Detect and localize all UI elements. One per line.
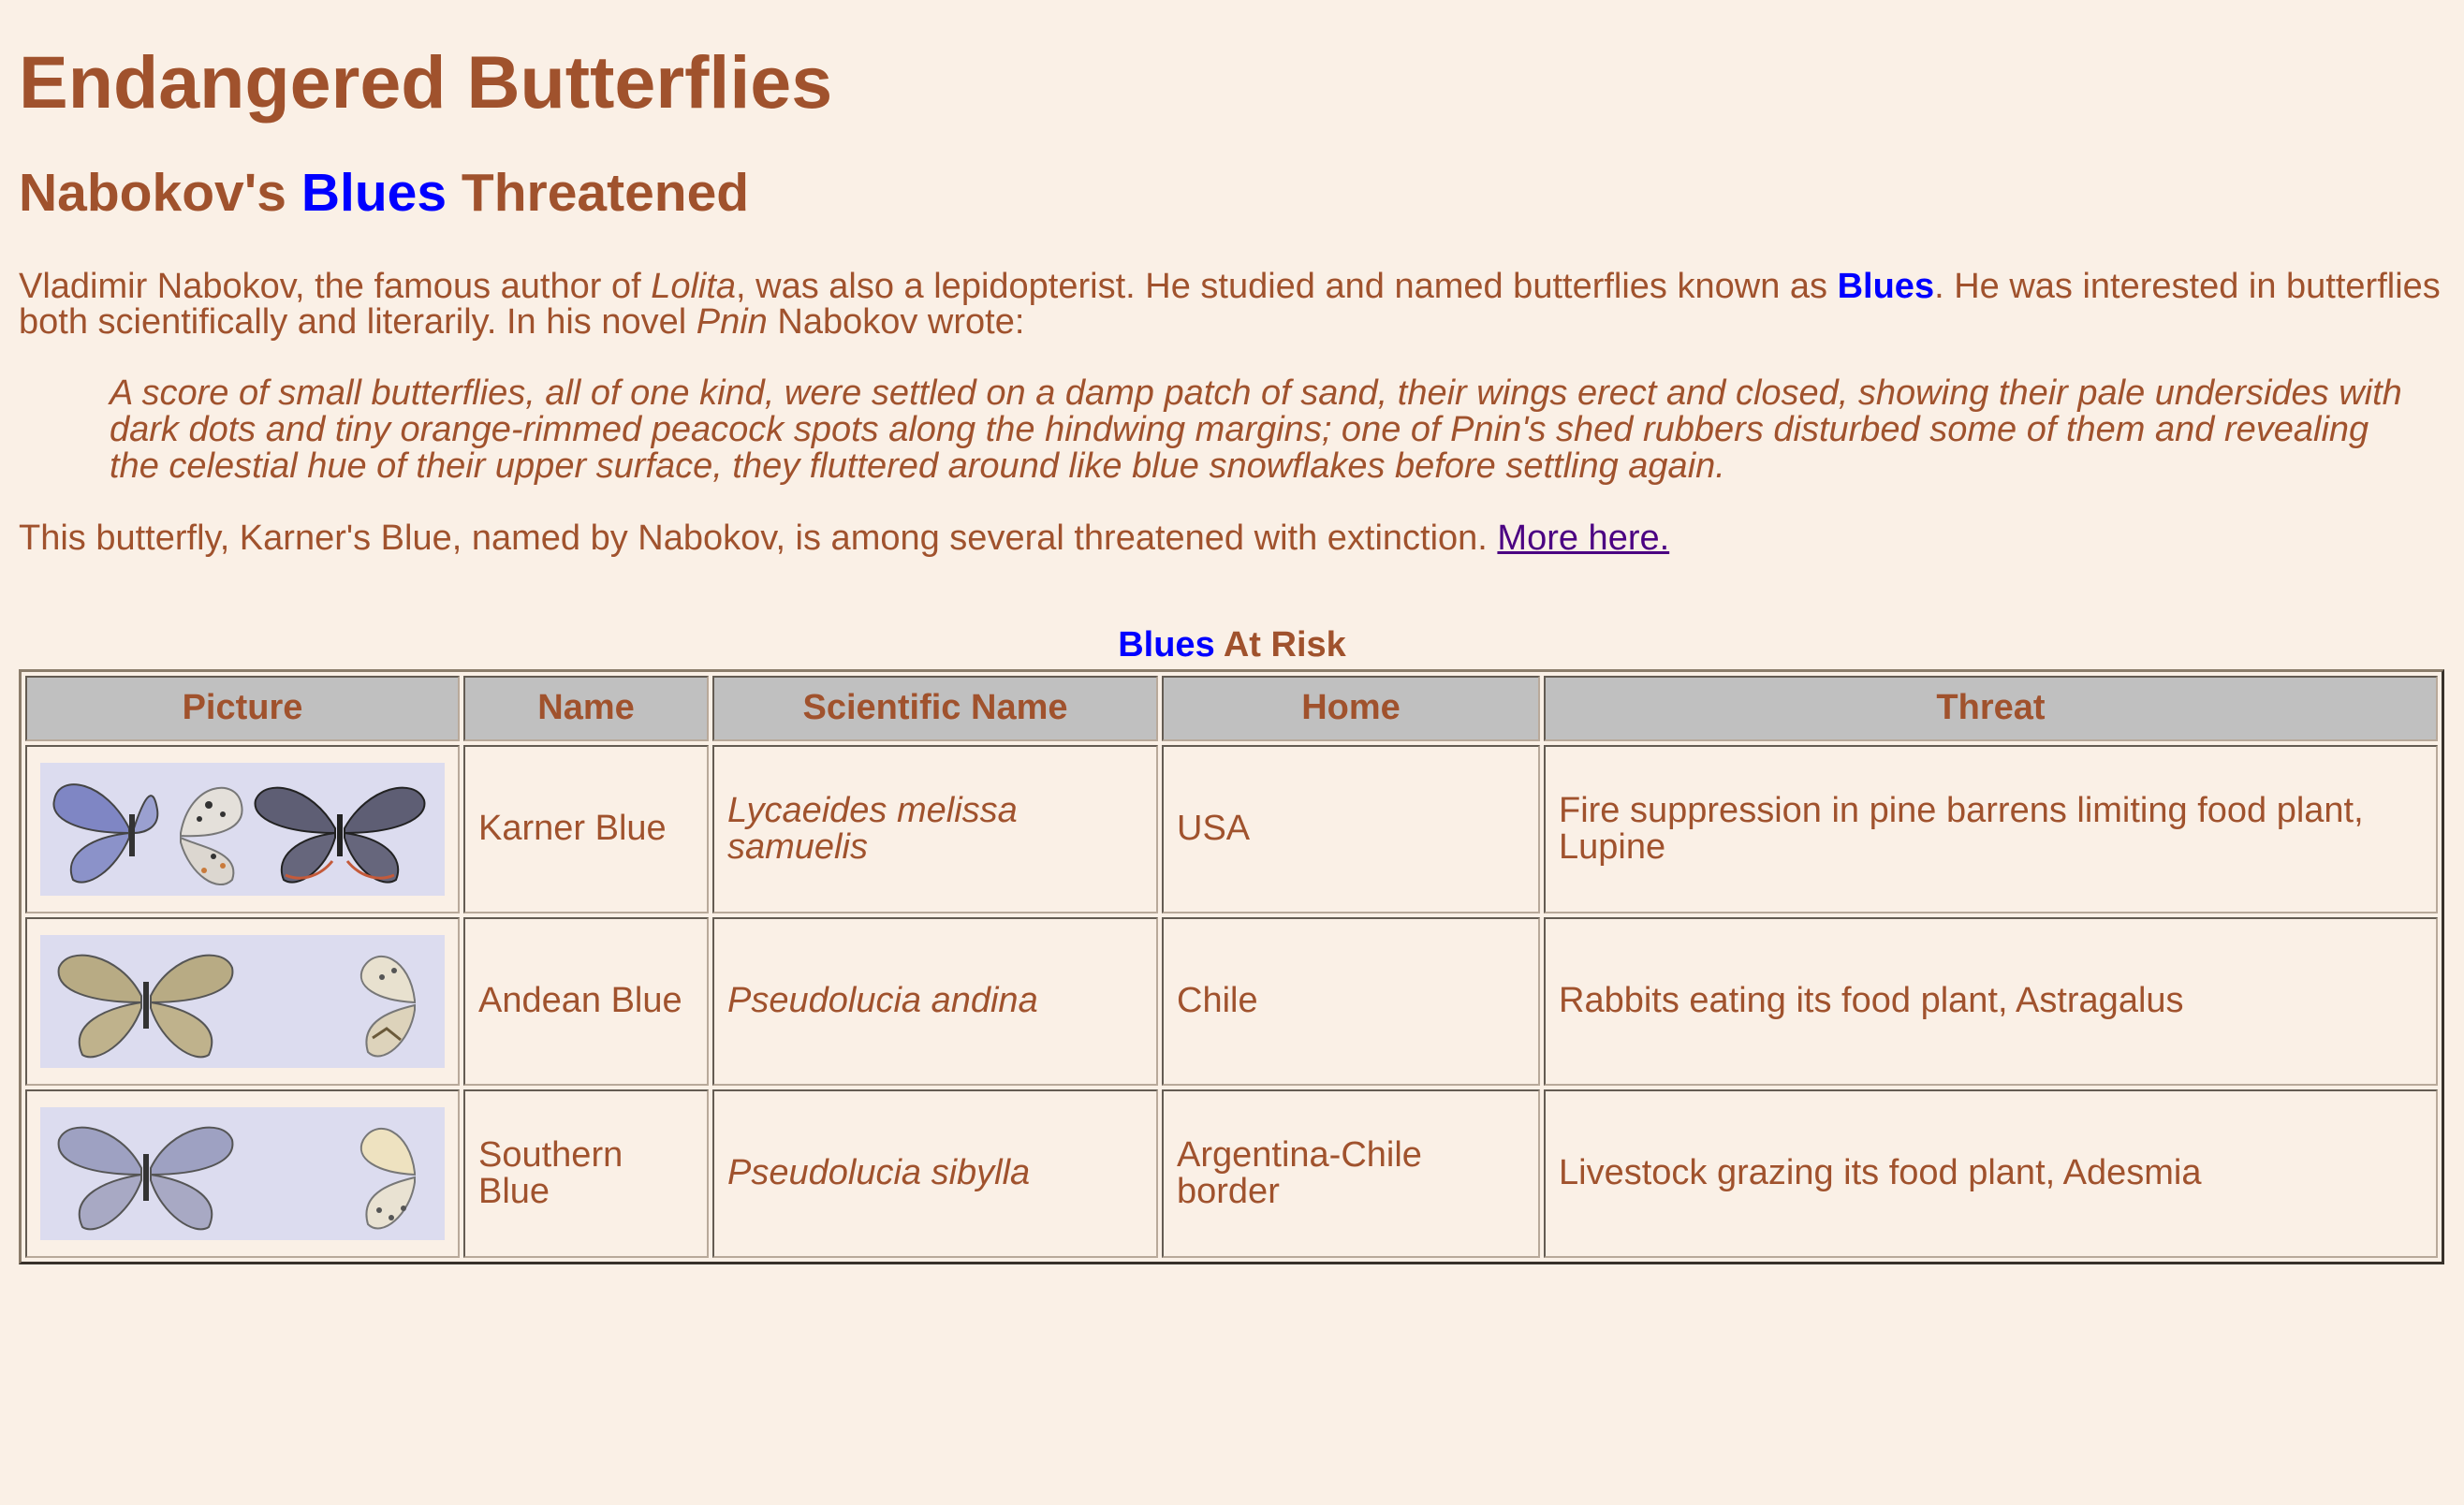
intro-text-4: Nabokov wrote: bbox=[767, 302, 1025, 343]
threat: Fire suppression in pine barrens limiting food plant, Lupine bbox=[1544, 745, 2438, 913]
butterfly-name: Andean Blue bbox=[463, 917, 709, 1086]
picture-cell bbox=[25, 1089, 460, 1258]
subtitle-highlight: Blues bbox=[301, 162, 447, 223]
threat: Rabbits eating its food plant, Astragalus bbox=[1544, 917, 2438, 1086]
subtitle-before: Nabokov's bbox=[19, 162, 301, 223]
subtitle-after: Threatened bbox=[447, 162, 750, 223]
butterfly-name: Karner Blue bbox=[463, 745, 709, 913]
karner-blue-photo bbox=[40, 763, 445, 896]
subtitle bbox=[19, 163, 2445, 225]
caption-highlight: Blues bbox=[1118, 624, 1215, 665]
butterfly-upperside-icon bbox=[59, 955, 233, 1057]
header-threat: Threat bbox=[1544, 676, 2438, 741]
blues-highlight: Blues bbox=[1837, 267, 1935, 307]
book-title-pnin: Pnin bbox=[696, 302, 768, 343]
table-header-row bbox=[25, 676, 2438, 741]
butterfly-underside-icon bbox=[181, 787, 242, 884]
header-picture: Picture bbox=[25, 676, 460, 741]
threat: Livestock grazing its food plant, Adesmia bbox=[1544, 1089, 2438, 1258]
butterfly-name: Southern Blue bbox=[463, 1089, 709, 1258]
home: USA bbox=[1162, 745, 1540, 913]
scientific-name: Pseudolucia sibylla bbox=[712, 1089, 1158, 1258]
intro-text-1: Vladimir Nabokov, the famous author of bbox=[19, 267, 652, 307]
butterfly-upperside-icon bbox=[59, 1127, 233, 1229]
table-row bbox=[25, 1089, 2438, 1258]
scientific-name: Pseudolucia andina bbox=[712, 917, 1158, 1086]
header-scientific-name: Scientific Name bbox=[712, 676, 1158, 741]
butterfly-underside-icon bbox=[361, 1129, 415, 1228]
table-row bbox=[25, 745, 2438, 913]
page-title: Endangered Butterflies bbox=[19, 40, 833, 124]
scientific-name: Lycaeides melissa samuelis bbox=[712, 745, 1158, 913]
table-caption bbox=[19, 625, 2445, 665]
home: Chile bbox=[1162, 917, 1540, 1086]
andean-blue-photo bbox=[40, 935, 445, 1068]
caption-rest: At Risk bbox=[1214, 624, 1346, 665]
butterfly-dark-upperside-icon bbox=[256, 787, 425, 882]
butterfly-underside-icon bbox=[361, 957, 415, 1056]
intro-paragraph bbox=[19, 267, 2445, 343]
more-here-link[interactable]: More here. bbox=[1497, 518, 1670, 558]
southern-blue-photo bbox=[40, 1107, 445, 1240]
butterfly-upperside-icon bbox=[53, 784, 157, 882]
home: Argentina-Chile border bbox=[1162, 1089, 1540, 1258]
pnin-quote: A score of small butterflies, all of one kind, were settled on a damp patch of sand, their wings erect and closed, showing their pale undersides with dark dots and tiny orange-rimmed peacock spots along the hindwing margins; one of Pnin's shed rubbers disturbed some of them and revealing the celestial hue of their upper surface, they fluttered around like blue snowflakes before settling again. bbox=[110, 373, 2402, 486]
extinction-paragraph bbox=[19, 520, 2445, 556]
intro-text-2: , was also a lepidopterist. He studied and named butterflies known as bbox=[736, 267, 1838, 307]
book-title-lolita: Lolita bbox=[651, 267, 737, 307]
header-name: Name bbox=[463, 676, 709, 741]
picture-cell bbox=[25, 745, 460, 913]
picture-cell bbox=[25, 917, 460, 1086]
table-row bbox=[25, 917, 2438, 1086]
intro-text-3: . He was interested in butterflies both scientifically and literarily. In his novel bbox=[19, 267, 2441, 343]
extinction-text: This butterfly, Karner's Blue, named by Nabokov, is among several threatened with extinction. bbox=[19, 518, 1498, 558]
blues-at-risk-table bbox=[19, 669, 2444, 1264]
header-home: Home bbox=[1162, 676, 1540, 741]
